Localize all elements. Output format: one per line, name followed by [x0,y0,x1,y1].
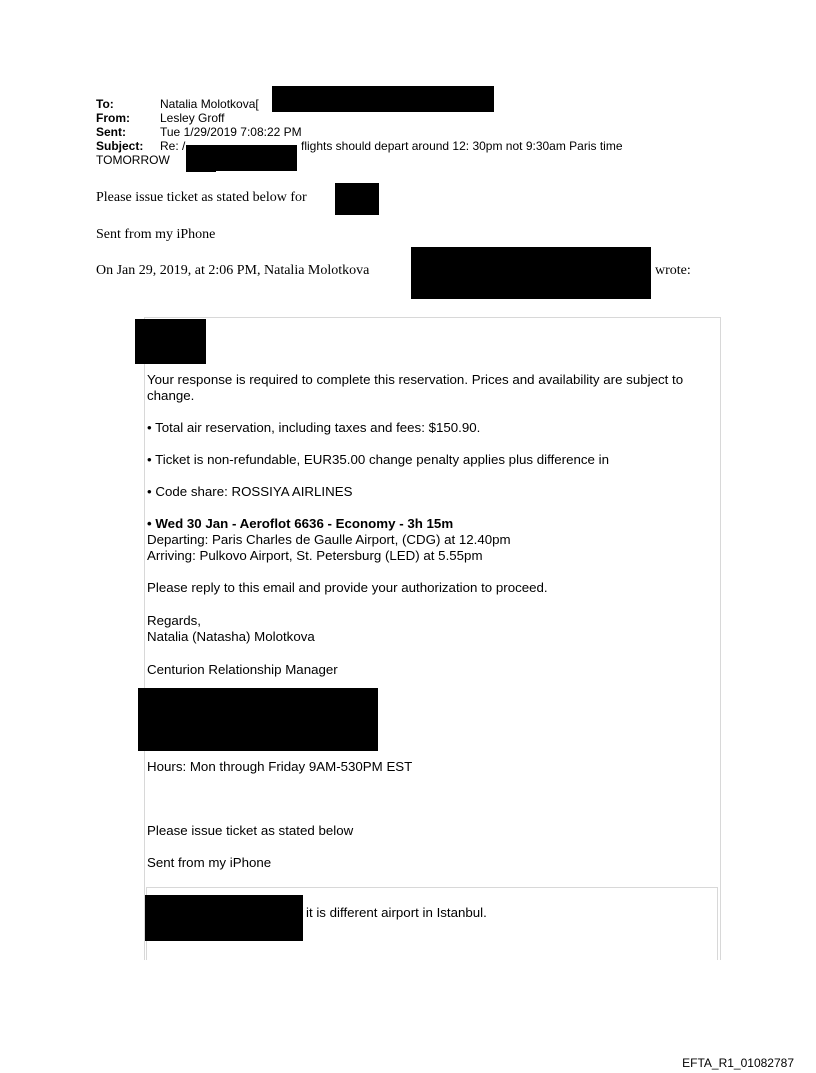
reply-line-1: Please issue ticket as stated below for [96,190,307,205]
flight-title: • Wed 30 Jan - Aeroflot 6636 - Economy - 3h 15m [147,516,454,531]
reply-line-2: Sent from my iPhone [96,227,216,242]
document-id: EFTA_R1_01082787 [682,1056,794,1070]
bullet-codeshare: • Code share: ROSSIYA AIRLINES [147,484,353,499]
signature-name: Natalia (Natasha) Molotkova [147,629,315,644]
bullet-total-text: Total air reservation, including taxes and fees: $150.90. [155,420,481,435]
redaction-sender-email [411,247,651,299]
redaction-logo [135,319,206,364]
sent-value: Tue 1/29/2019 7:08:22 PM [160,125,302,139]
signature-title: Centurion Relationship Manager [147,662,338,677]
flight-title-text: Wed 30 Jan - Aeroflot 6636 - Economy - 3h 15m [155,516,454,531]
regards: Regards, [147,613,201,628]
sent-label: Sent: [96,125,126,139]
subject-rest: flights should depart around 12: 30pm not 9:30am Paris time [301,139,623,153]
response-line-2: change. [147,388,195,403]
issue-line: Please issue ticket as stated below [147,823,354,838]
redaction-subject-2 [186,160,216,172]
bullet-ticket-text: Ticket is non-refundable, EUR35.00 change penalty applies plus difference in [155,452,609,467]
bullet-codeshare-text: Code share: ROSSIYA AIRLINES [155,484,353,499]
from-label: From: [96,111,130,125]
sent-from-line: Sent from my iPhone [147,855,272,870]
redaction-to-email [272,86,494,112]
redaction-recipient [335,183,379,215]
bullet-ticket: • Ticket is non-refundable, EUR35.00 change penalty applies plus difference in [147,452,609,467]
arriving-line: Arriving: Pulkovo Airport, St. Petersburg (LED) at 5.55pm [147,548,483,563]
to-label: To: [96,97,114,111]
hours-line: Hours: Mon through Friday 9AM-530PM EST [147,759,413,774]
departing-line: Departing: Paris Charles de Gaulle Airport, (CDG) at 12.40pm [147,532,511,547]
redaction-inner-sender [145,895,303,941]
inner-text: it is different airport in Istanbul. [306,905,487,920]
subject-line2: TOMORROW [96,153,170,167]
to-value: Natalia Molotkova[ [160,97,259,111]
reply-line-3-prefix: On Jan 29, 2019, at 2:06 PM, Natalia Molotkova [96,263,370,278]
redaction-contact-block [138,688,378,751]
subject-prefix: Re: / [160,139,186,153]
response-line-1: Your response is required to complete this reservation. Prices and availability are subject to [147,372,684,387]
to-line [96,97,259,111]
from-value: Lesley Groff [160,111,225,125]
reply-line-3-suffix: wrote: [655,263,691,278]
subject-line [96,139,185,153]
sent-line [96,125,302,139]
from-line [96,111,224,125]
reply-request: Please reply to this email and provide your authorization to proceed. [147,580,548,595]
bullet-total: • Total air reservation, including taxes and fees: $150.90. [147,420,481,435]
subject-label: Subject: [96,139,144,153]
